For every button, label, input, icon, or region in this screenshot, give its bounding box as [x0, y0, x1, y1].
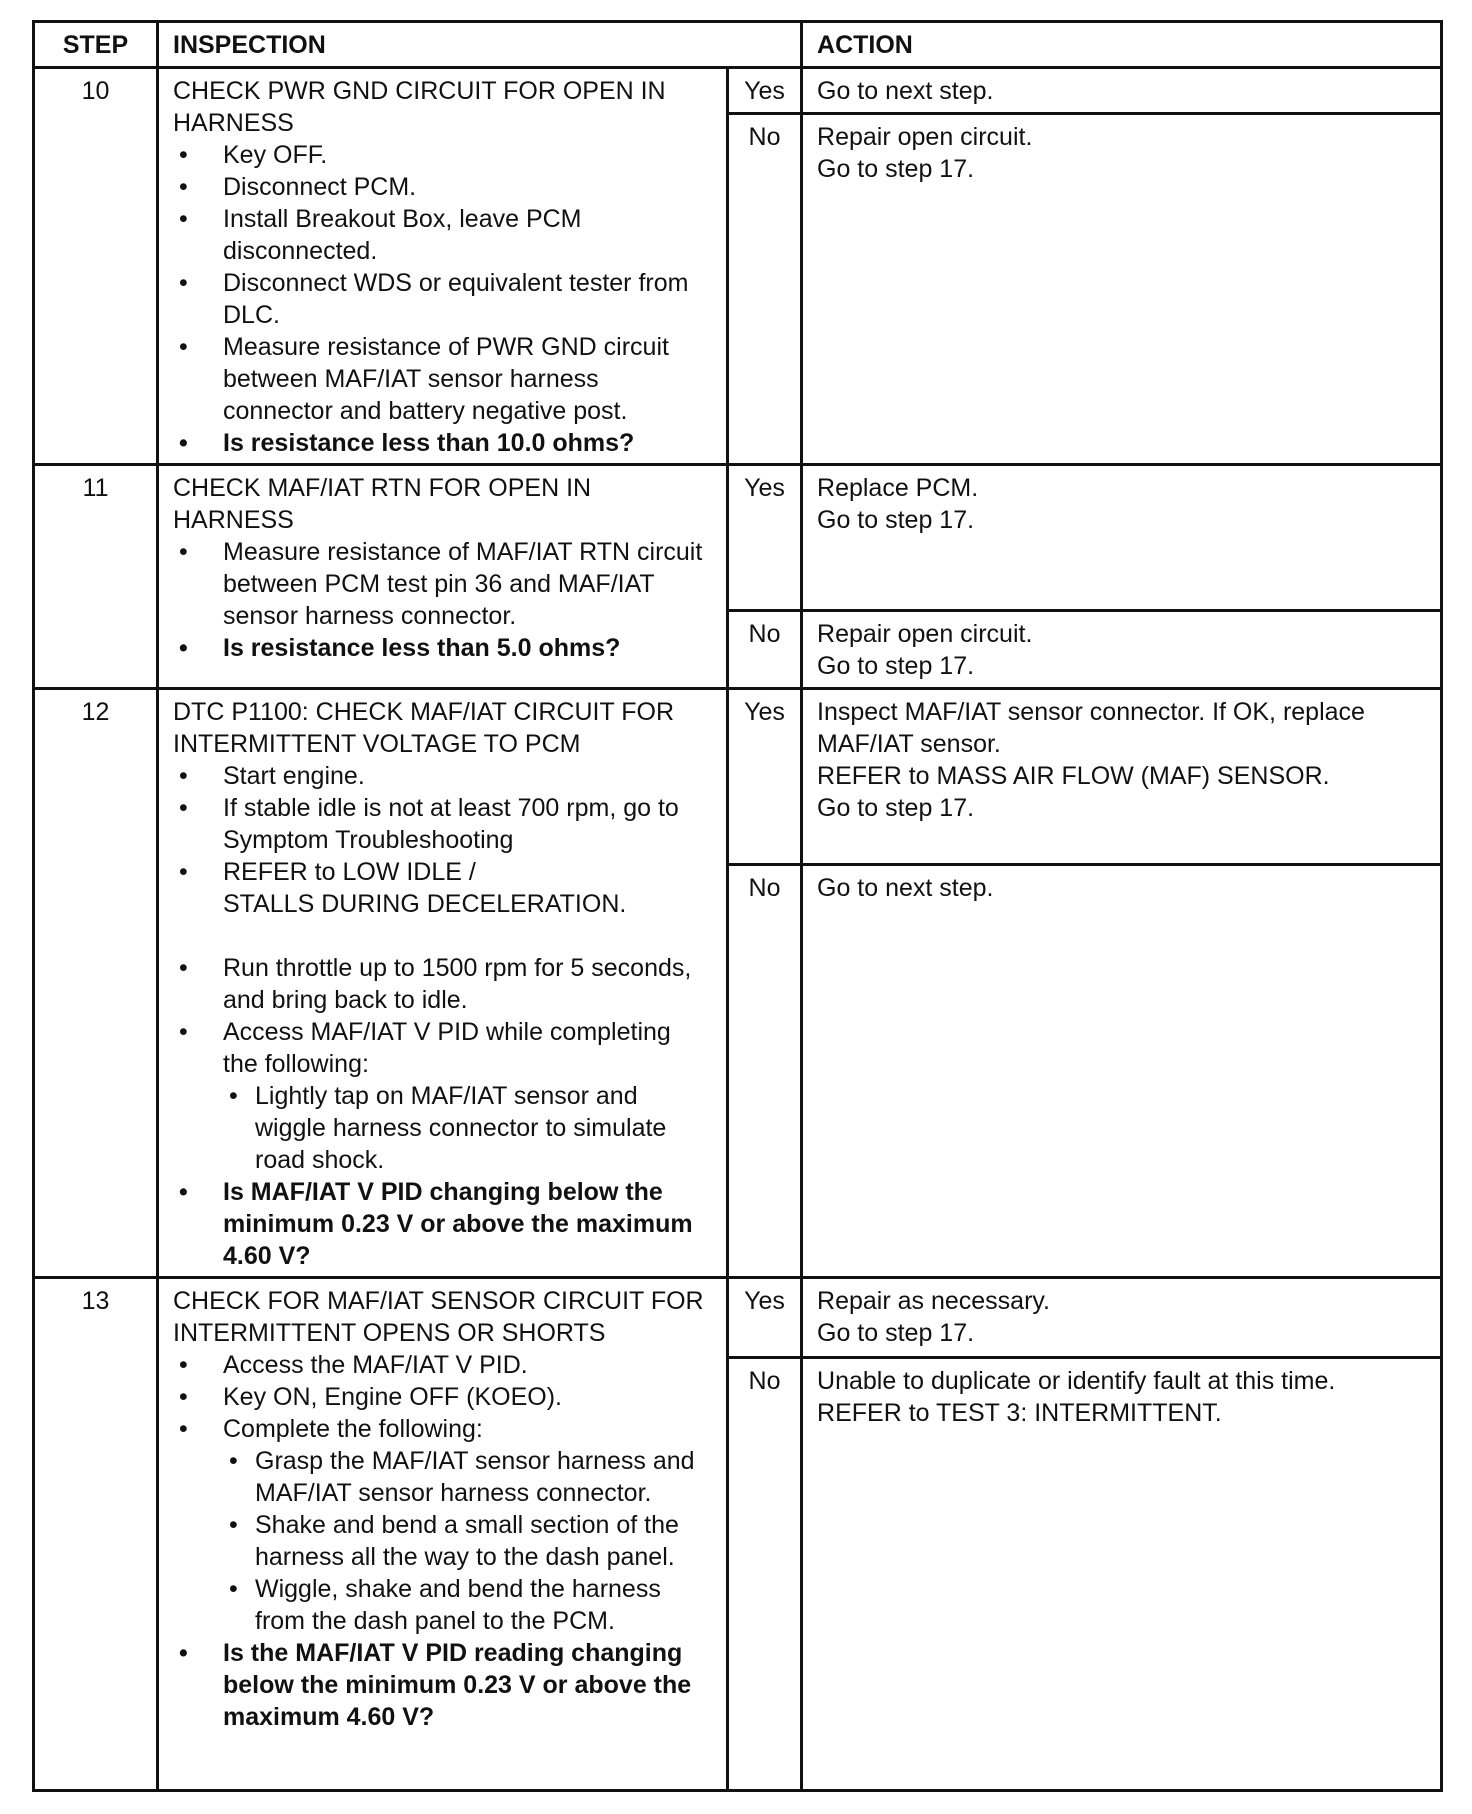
diagnostic-table-page	[32, 20, 1440, 1792]
list-item: • Run throttle up to 1500 rpm for 5 seconds, and bring back to idle.	[173, 952, 712, 1016]
step-number: 12	[34, 689, 158, 1278]
yes-label: Yes	[728, 465, 802, 611]
sub-list-item: • Shake and bend a small section of the harness all the way to the dash panel.	[223, 1509, 712, 1573]
no-action	[802, 611, 1442, 689]
list-item: • Install Breakout Box, leave PCM disconnected.	[173, 203, 712, 267]
step-title: CHECK PWR GND CIRCUIT FOR OPEN IN HARNESS	[173, 77, 666, 137]
list-item	[173, 856, 712, 920]
step-title: DTC P1100: CHECK MAF/IAT CIRCUIT FOR INTERMITTENT VOLTAGE TO PCM	[173, 698, 675, 758]
refer-line: STALLS DURING DECELERATION.	[223, 890, 627, 918]
step-checklist	[173, 139, 712, 459]
list-item: • Key ON, Engine OFF (KOEO).	[173, 1381, 712, 1413]
no-label: No	[728, 1358, 802, 1791]
action-line: REFER to TEST 3: INTERMITTENT.	[817, 1399, 1222, 1427]
action-line: Repair as necessary.	[817, 1287, 1050, 1315]
step-question: • Is resistance less than 5.0 ohms?	[173, 632, 712, 664]
step-10-inspection	[158, 68, 728, 465]
no-label: No	[728, 865, 802, 1278]
step-number: 10	[34, 68, 158, 465]
action-line: Go to next step.	[817, 77, 994, 105]
action-line: REFER to MASS AIR FLOW (MAF) SENSOR.	[817, 762, 1330, 790]
no-action	[802, 114, 1442, 465]
step-11-yes-row	[34, 465, 1442, 611]
yes-action	[802, 1278, 1442, 1358]
list-item: • Measure resistance of MAF/IAT RTN circuit between PCM test pin 36 and MAF/IAT sensor harness connector.	[173, 536, 712, 632]
list-item	[173, 1413, 712, 1637]
list-item: • Key OFF.	[173, 139, 712, 171]
step-column-header: STEP	[34, 22, 158, 68]
list-item: • Measure resistance of PWR GND circuit between MAF/IAT sensor harness connector and battery negative post.	[173, 331, 712, 427]
step-question: • Is resistance less than 10.0 ohms?	[173, 427, 712, 459]
yes-label: Yes	[728, 1278, 802, 1358]
list-item: • Start engine.	[173, 760, 712, 792]
step-13-yes-row	[34, 1278, 1442, 1358]
list-item: • Disconnect WDS or equivalent tester from DLC.	[173, 267, 712, 331]
yes-action	[802, 689, 1442, 865]
step-question: • Is MAF/IAT V PID changing below the minimum 0.23 V or above the maximum 4.60 V?	[173, 1176, 712, 1272]
step-number: 13	[34, 1278, 158, 1791]
sub-checklist	[223, 1445, 712, 1637]
no-action	[802, 1358, 1442, 1791]
table-header-row	[34, 22, 1442, 68]
action-line: Go to step 17.	[817, 155, 975, 184]
sub-list-item: • Grasp the MAF/IAT sensor harness and MAF/IAT sensor harness connector.	[223, 1445, 712, 1509]
step-checklist	[173, 1349, 712, 1733]
list-item: • Access the MAF/IAT V PID.	[173, 1349, 712, 1381]
yes-label: Yes	[728, 689, 802, 865]
action-line: Repair open circuit.	[817, 620, 1033, 648]
no-label: No	[728, 114, 802, 465]
step-checklist	[173, 536, 712, 664]
action-line: Go to step 17.	[817, 506, 975, 534]
list-item: • If stable idle is not at least 700 rpm, go to Symptom Troubleshooting	[173, 792, 712, 856]
yes-action	[802, 68, 1442, 114]
list-item	[173, 1016, 712, 1176]
step-12-yes-row	[34, 689, 1442, 865]
step-question: • Is the MAF/IAT V PID reading changing below the minimum 0.23 V or above the maximum 4.60 V?	[173, 1637, 712, 1733]
step-title: CHECK MAF/IAT RTN FOR OPEN IN HARNESS	[173, 474, 592, 534]
sub-list-item: • Lightly tap on MAF/IAT sensor and wiggle harness connector to simulate road shock.	[223, 1080, 712, 1176]
action-line: Unable to duplicate or identify fault at this time.	[817, 1367, 1336, 1395]
action-line: Go to step 17.	[817, 652, 975, 680]
action-column-header: ACTION	[802, 22, 1442, 68]
list-item-text: Access MAF/IAT V PID while completing the following:	[223, 1018, 671, 1078]
no-action	[802, 865, 1442, 1278]
list-item: • Disconnect PCM.	[173, 171, 712, 203]
step-number: 11	[34, 465, 158, 689]
action-line: Inspect MAF/IAT sensor connector. If OK, replace MAF/IAT sensor.	[817, 698, 1365, 758]
action-line: Go to step 17.	[817, 1319, 975, 1347]
action-line: Repair open circuit.	[817, 123, 1033, 152]
step-title: CHECK FOR MAF/IAT SENSOR CIRCUIT FOR INTERMITTENT OPENS OR SHORTS	[173, 1287, 704, 1347]
diagnostic-table	[32, 20, 1443, 1792]
sub-list-item: • Wiggle, shake and bend the harness from the dash panel to the PCM.	[223, 1573, 712, 1637]
inspection-column-header: INSPECTION	[158, 22, 802, 68]
refer-line: • REFER to LOW IDLE /	[223, 858, 476, 886]
step-checklist	[173, 760, 712, 1272]
list-item-text: Complete the following:	[223, 1415, 483, 1443]
step-10-yes-row	[34, 68, 1442, 114]
sub-checklist	[223, 1080, 712, 1176]
no-label: No	[728, 611, 802, 689]
step-13-inspection	[158, 1278, 728, 1791]
yes-label: Yes	[728, 68, 802, 114]
step-12-inspection	[158, 689, 728, 1278]
action-line: Go to next step.	[817, 874, 994, 903]
step-11-inspection	[158, 465, 728, 689]
action-line: Replace PCM.	[817, 474, 979, 502]
yes-action	[802, 465, 1442, 611]
action-line: Go to step 17.	[817, 794, 975, 822]
